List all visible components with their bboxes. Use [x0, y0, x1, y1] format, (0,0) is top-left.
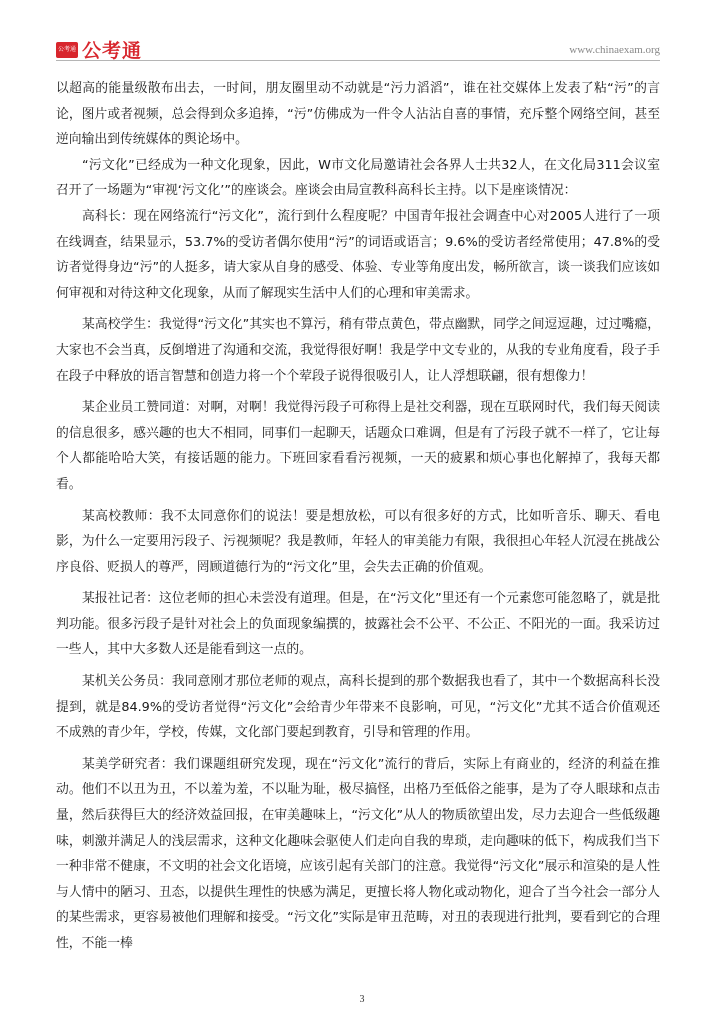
paragraph-host: 高科长：现在网络流行“污文化”，流行到什么程度呢？中国青年报社会调查中心对2005人进行了一项在线调查，结果显示，53.7%的受访者偶尔使用“污”的词语或语言；9.6%的受访者经常使用；47.8%的受访者觉得身边“污”的人挺多，请大家从自身的感受、体验、专业等角度出发，畅所欲言，谈一谈我们应该如何审视和对待这种文化现象，从而了解现实生活中人们的心理和审美需求。 [56, 208, 660, 301]
paragraph-intro: “污文化”已经成为一种文化现象，因此，W市文化局邀请社会各界人士共32人，在文化局311会议室召开了一场题为“审视‘污文化’”的座谈会。座谈会由局宣教科高科长主持。以下是座谈情况： [56, 157, 660, 199]
paragraph-journalist: 某报社记者：这位老师的担心未尝没有道理。但是，在“污文化”里还有一个元素您可能忽略了，就是批判功能。很多污段子是针对社会上的负面现象编撰的，披露社会不公平、不公正、不阳光的一面。我采访过一些人，其中大多数人还是能看到这一点的。 [56, 591, 660, 658]
logo-text: 公考通 [82, 40, 143, 62]
page-header [0, 0, 724, 66]
logo-badge-icon: 公考通 [56, 42, 78, 58]
brand-logo[interactable] [56, 36, 142, 63]
paragraph-employee: 某企业员工赞同道：对啊，对啊！我觉得污段子可称得上是社交利器，现在互联网时代，我们每天阅读的信息很多，感兴趣的也大不相同，同事们一起聊天，话题众口难调，但是有了污段子就不一样了，它让每个人都能哈哈大笑，有接话题的能力。下班回家看看污视频，一天的疲累和烦心事也化解掉了，我每天都看。 [56, 400, 660, 492]
document-body [56, 76, 660, 957]
paragraph-student: 某高校学生：我觉得“污文化”其实也不算污，稍有带点黄色，带点幽默，同学之间逗逗趣，过过嘴瘾，大家也不会当真，反倒增进了沟通和交流，我觉得很好啊！我是学中文专业的，从我的专业角度看，段子手在段子中释放的语言智慧和创造力将一个个荤段子说得很吸引人，让人浮想联翩，很有想像力！ [56, 317, 660, 384]
header-divider [56, 60, 660, 61]
page-number: 3 [359, 994, 365, 1005]
paragraph-aesthetics-researcher: 某美学研究者：我们课题组研究发现，现在“污文化”流行的背后，实际上有商业的，经济的利益在推动。他们不以丑为丑，不以羞为羞，不以耻为耻，极尽搞怪，出格乃至低俗之能事，是为了夺人眼球和点击量，然后获得巨大的经济效益回报，在审美趣味上，“污文化”从人的物质欲望出发，尽力去迎合一些低级趣味，刺激并满足人的浅层需求，这种文化趣味会驱使人们走向自我的卑琐，走向趣味的低下，构成我们当下一种非常不健康，不文明的社会文化语境，应该引起有关部门的注意。我觉得“污文化”展示和渲染的是人性与人情中的陋习、丑态，以提供生理性的快感为满足，更擅长将人物化或动物化，迎合了当今社会一部分人的某些需求，更容易被他们理解和接受。“污文化”实际是审丑范畴，对丑的表现进行批判，要看到它的合理性，不能一棒 [56, 756, 660, 951]
site-url[interactable]: www.chinaexam.org [569, 44, 660, 56]
paragraph-civil-servant: 某机关公务员：我同意刚才那位老师的观点，高科长提到的那个数据我也看了，其中一个数据高科长没提到，就是84.9%的受访者觉得“污文化”会给青少年带来不良影响，可见，“污文化”尤其不适合价值观还不成熟的青少年，学校，传媒，文化部门要起到教育，引导和管理的作用。 [56, 674, 660, 741]
paragraph-teacher: 某高校教师：我不太同意你们的说法！要是想放松，可以有很多好的方式，比如听音乐、聊天、看电影，为什么一定要用污段子、污视频呢？我是教师，年轻人的审美能力有限，我很担心年轻人沉浸在挑战公序良俗、贬损人的尊严，罔顾道德行为的“污文化”里，会失去正确的价值观。 [56, 508, 660, 575]
paragraph-continuation: 以超高的能量级散布出去，一时间，朋友圈里动不动就是“污力滔滔”，谁在社交媒体上发表了粘“污”的言论，图片或者视频，总会得到众多追捧，“污”仿佛成为一件令人沾沾自喜的事情，充斥整个网络空间，甚至逆向输出到传统媒体的舆论场中。 [56, 81, 660, 148]
